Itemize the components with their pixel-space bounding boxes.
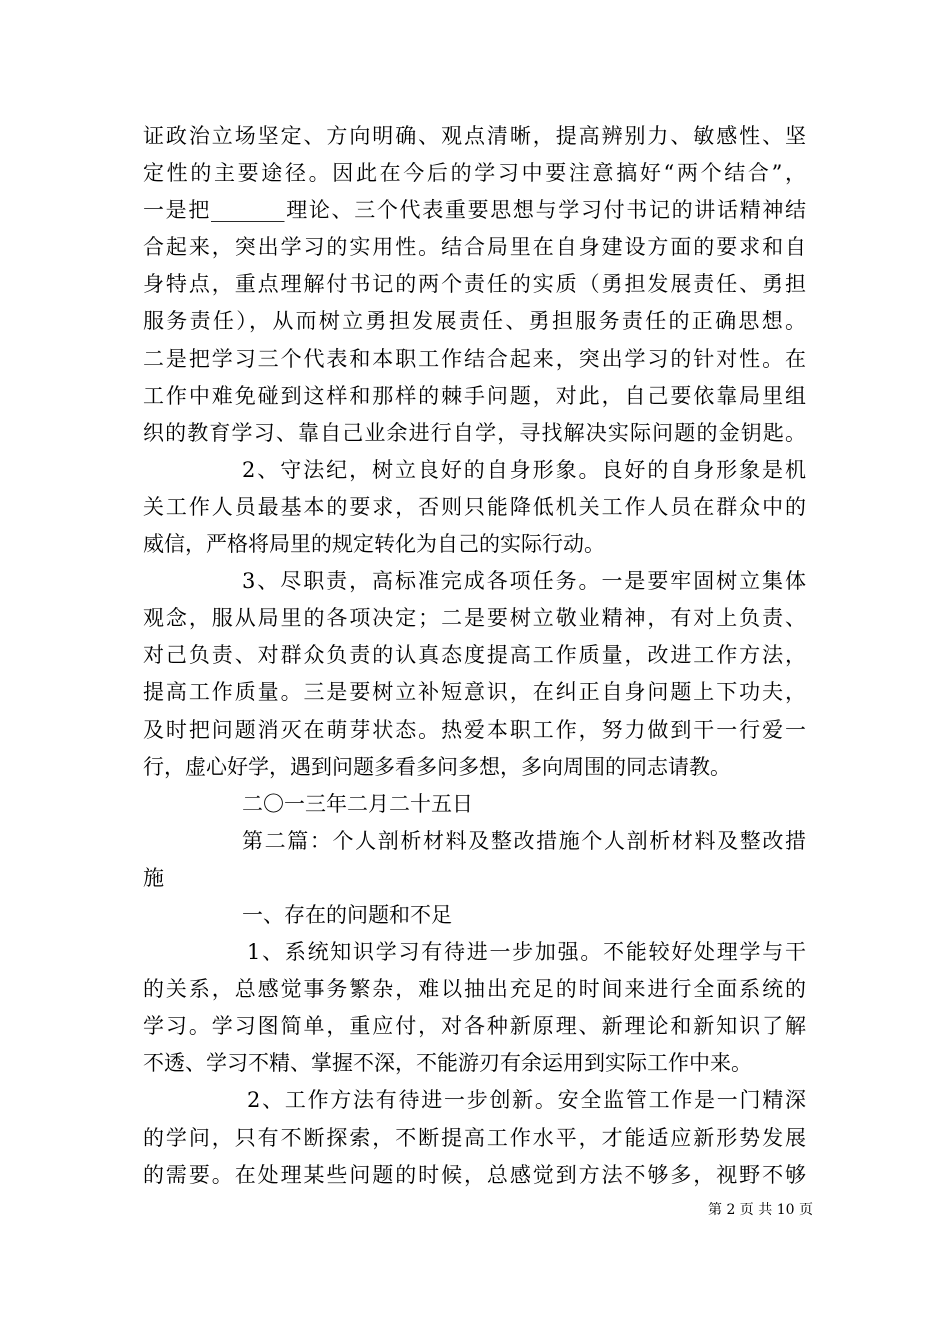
page-number-footer: 第 2 页 共 10 页 [708, 1202, 813, 1218]
document-body [143, 118, 806, 1194]
date-line: 二〇一三年二月二十五日 [242, 791, 473, 816]
text-line: 及时把问题消灭在萌芽状态。热爱本职工作，努力做到干一行爱一 [143, 717, 806, 742]
text-line: 证政治立场坚定、方向明确、观点清晰，提高辨别力、敏感性、坚 [143, 124, 806, 148]
text-line: 不透、学习不精、掌握不深，不能游刃有余运用到实际工作中来。 [143, 1051, 752, 1076]
text-line: 合起来，突出学习的实用性。结合局里在自身建设方面的要求和自 [143, 235, 806, 260]
heading-line: 一、存在的问题和不足 [242, 902, 452, 927]
text-line: 学习。学习图简单，重应付，对各种新原理、新理论和新知识了解 [143, 1014, 806, 1039]
section-title-line: 施 [143, 865, 164, 890]
text-line: 的学问，只有不断探索，不断提高工作水平，才能适应新形势发展 [143, 1125, 806, 1150]
text-line: 提高工作质量。三是要树立补短意识，在纠正自身问题上下功夫， [143, 680, 806, 705]
text-line: 2、守法纪，树立良好的自身形象。良好的自身形象是机 [242, 457, 806, 482]
text-line: 身特点，重点理解付书记的两个责任的实质（勇担发展责任、勇担 [143, 272, 806, 297]
text-line: 一是把_______理论、三个代表重要思想与学习付书记的讲话精神结 [143, 198, 806, 223]
text-line: 工作中难免碰到这样和那样的棘手问题，对此，自己要依靠局里组 [143, 383, 806, 408]
text-line: 关工作人员最基本的要求，否则只能降低机关工作人员在群众中的 [143, 494, 806, 519]
text-line: 二是把学习三个代表和本职工作结合起来，突出学习的针对性。在 [143, 346, 806, 371]
text-line: 织的教育学习、靠自己业余进行自学，寻找解决实际问题的金钥匙。 [143, 420, 806, 445]
section-title-line: 第二篇：个人剖析材料及整改措施个人剖析材料及整改措 [242, 828, 806, 853]
text-line: 1、系统知识学习有待进一步加强。不能较好处理学与干 [247, 940, 806, 965]
text-line: 的关系，总感觉事务繁杂，难以抽出充足的时间来进行全面系统的 [143, 977, 806, 1002]
text-line: 服务责任），从而树立勇担发展责任、勇担服务责任的正确思想。 [143, 309, 806, 334]
text-line: 2、工作方法有待进一步创新。安全监管工作是一门精深 [247, 1088, 806, 1113]
text-line: 观念，服从局里的各项决定；二是要树立敬业精神，有对上负责、 [143, 606, 806, 631]
text-line: 3、尽职责，高标准完成各项任务。一是要牢固树立集体 [242, 569, 806, 594]
text-line: 威信，严格将局里的规定转化为自己的实际行动。 [143, 532, 605, 557]
text-line: 行，虚心好学，遇到问题多看多问多想，多向周围的同志请教。 [143, 754, 731, 779]
text-line: 的需要。在处理某些问题的时候，总感觉到方法不够多，视野不够 [143, 1162, 806, 1187]
text-line: 对己负责、对群众负责的认真态度提高工作质量，改进工作方法， [143, 643, 806, 668]
text-line: 定性的主要途径。因此在今后的学习中要注意搞好“两个结合”， [143, 161, 806, 186]
